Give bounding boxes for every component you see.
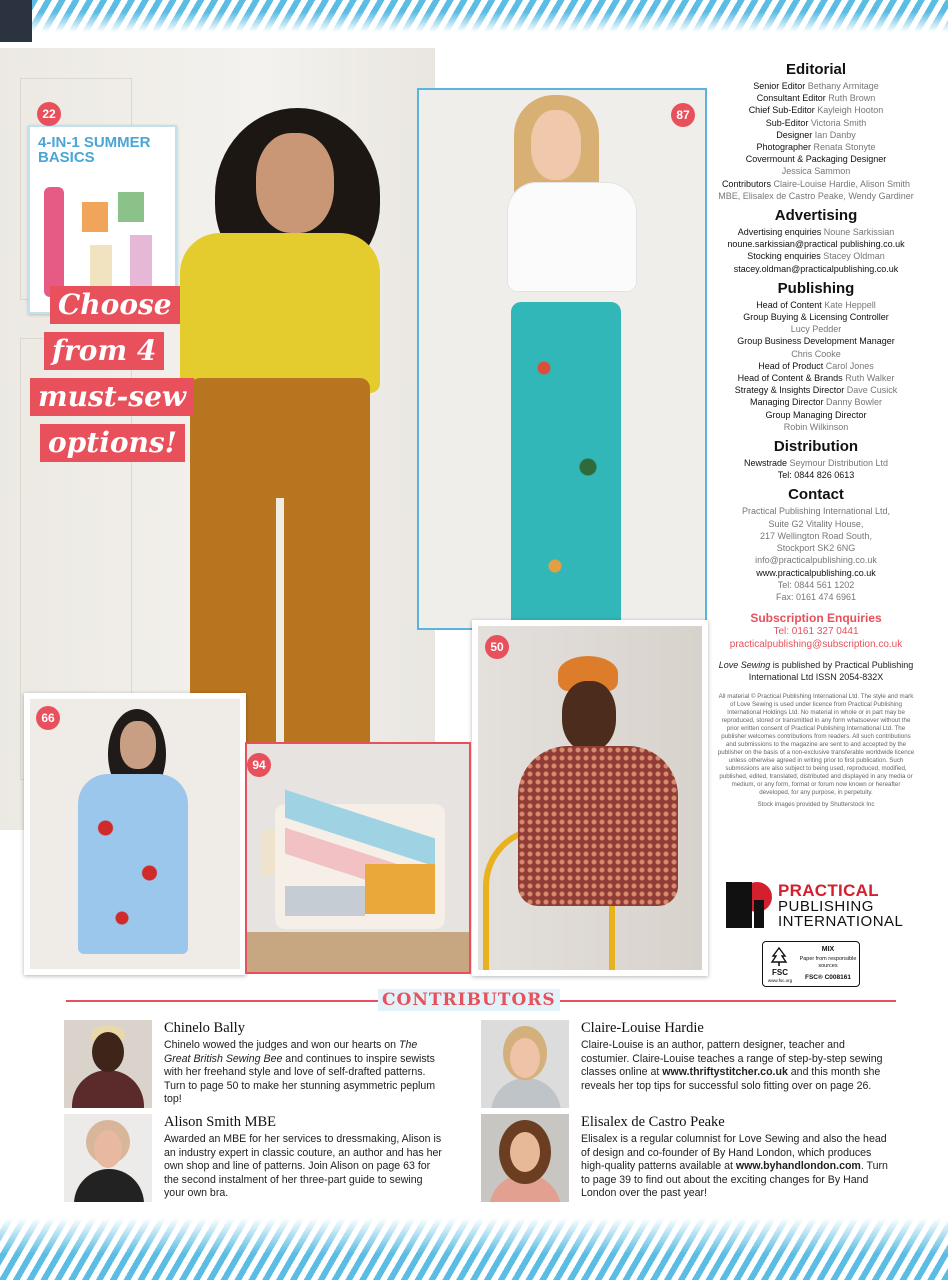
garment-sketch — [82, 202, 108, 232]
top-stripe-border — [0, 0, 948, 32]
subscription-section — [716, 611, 916, 651]
byhandlondon-link[interactable]: www.byhandlondon.com — [735, 1160, 861, 1173]
tassel — [261, 830, 275, 876]
subscription-tel: Tel: 0161 327 0441 — [773, 626, 859, 638]
contributor-bio: Elisalex is a regular columnist for Love Sewing and also the head of design and co-founder of By Hand London, which produces high-quality patterns available at www.byhandlondon.com. Turn to page 39 to find out about the exciting changes for By Hand London over the past year! — [581, 1133, 888, 1200]
contributor-avatar — [64, 1020, 152, 1108]
contributor-avatar — [481, 1020, 569, 1108]
garment-sketch — [130, 235, 152, 287]
subscription-heading: Subscription Enquiries — [750, 611, 882, 626]
photo-floral-robe — [24, 693, 246, 975]
advertising-email-link[interactable]: noune.sarkissian@practical publishing.co.uk — [727, 239, 905, 250]
yellow-top — [180, 233, 380, 393]
callout-line: must-sew — [30, 378, 194, 416]
contributor-avatar — [481, 1114, 569, 1202]
photo-peplum-top — [472, 620, 708, 976]
contributors-heading: CONTRIBUTORS — [378, 989, 560, 1011]
floral-skirt — [511, 302, 621, 630]
fsc-tree-icon — [769, 947, 789, 967]
contact-heading: Contact — [788, 486, 844, 504]
pp-logo-mark — [726, 882, 772, 928]
distribution-heading: Distribution — [773, 438, 859, 456]
publishing-section: Publishing Head of Content Kate Heppell Group Buying & Licensing Controller Lucy Pedder Group Business Development Manager Chris Cooke Head of Product Carol Jones Head of Content & Brands Ruth Walker Strategy & Insights Director Dave Cusick Managing Director Danny Bowler Group Managing Director Robin Wilkinson — [716, 279, 916, 433]
page-badge-94: 94 — [247, 753, 271, 777]
contributor-name: Chinelo Bally — [164, 1020, 245, 1036]
contributor-name: Elisalex de Castro Peake — [581, 1114, 725, 1130]
patchwork-pouch — [275, 804, 445, 929]
contributor-name: Alison Smith MBE — [164, 1114, 276, 1130]
publishing-heading: Publishing — [777, 279, 855, 297]
callout-line: options! — [40, 424, 185, 462]
photo-floral-skirt — [417, 88, 707, 630]
contact-website-link[interactable]: www.practicalpublishing.co.uk — [756, 567, 876, 578]
page-badge-66: 66 — [36, 706, 60, 730]
page-badge-22: 22 — [37, 102, 61, 126]
callout-line: Choose — [50, 286, 180, 324]
floral-robe — [78, 774, 188, 954]
peplum-top — [518, 746, 678, 906]
table-surface — [247, 932, 469, 972]
fsc-mix-badge: FSC www.fsc.org MIX Paper from responsible sources FSC® C008161 — [762, 941, 860, 987]
model-face — [120, 721, 156, 769]
contributor-bio: Claire-Louise is an author, pattern designer, teacher and costumier. Claire-Louise teaches a range of step-by-step sewing classes online at www.thriftystitcher.co.uk and this month she reveals her top tips for successful solo fitting over on page 26. — [581, 1039, 883, 1092]
practical-publishing-logo: PRACTICAL PUBLISHING INTERNATIONAL — [726, 882, 906, 932]
contact-section: Contact Practical Publishing International Ltd, Suite G2 Vitality House, 217 Wellington Road South, Stockport SK2 6NG info@practicalpublishing.co.uk www.practicalpublishing.co.uk Tel: 0844 561 1202 Fax: 0161 474 6961 — [716, 485, 916, 603]
subscription-email-link[interactable]: practicalpublishing@subscription.co.uk — [729, 638, 903, 650]
garment-sketch — [90, 245, 112, 287]
published-by-statement: Love Sewing is published by Practical Publishing International Ltd ISSN 2054-832X — [718, 660, 914, 683]
contributor-name: Claire-Louise Hardie — [581, 1020, 704, 1036]
contact-email-link[interactable]: info@practicalpublishing.co.uk — [755, 555, 877, 566]
legal-notice: All material © Practical Publishing International Ltd. The style and mark of Love Sewing is used under licence from Practical Publishing International Holdings Ltd. No material in whole or in part may be reproduced, stored or transmitted in any form whatsoever without the prior written consent of Practical Publishing International Ltd. The publisher welcomes contributions from readers. All such contributions and submissions to the magazine are sent to and accepted by the publisher on the basis of a non-exclusive transferable worldwide licence unless otherwise agreed in writing prior to first publication. Such submissions are also subject to being used, reproduced, modified, published, edited, translated, distributed and displayed in any media or medium, or any form, format or forum now known or hereafter developed, for any purpose, in perpetuity. Stock images provided by Shutterstock Inc — [717, 693, 915, 809]
photo-patchwork-pouch — [245, 742, 471, 974]
contributor-bio: Chinelo wowed the judges and won our hearts on The Great British Sewing Bee and continues to inspire sewists with her freehand style and love of self-drafted patterns. Turn to page 50 to make her stunning asymmetric peplum top! — [164, 1039, 436, 1106]
illustration-figure — [44, 187, 64, 297]
garment-sketch — [118, 192, 144, 222]
white-top — [507, 182, 637, 292]
model-face — [531, 110, 581, 180]
page-badge-87: 87 — [671, 103, 695, 127]
contributor-avatar — [64, 1114, 152, 1202]
editorial-section: Editorial Senior Editor Bethany Armitage Consultant Editor Ruth Brown Chief Sub-Editor Kayleigh Hooton Sub-Editor Victoria Smith Designer Ian Danby Photographer Renata Stonyte Covermount & Packaging Designer Jessica Sammon Contributors Claire-Louise Hardie, Alison Smith MBE, Elisalex de Castro Peake, Wendy Gardiner — [716, 60, 916, 202]
corner-block — [0, 0, 32, 42]
editorial-heading: Editorial — [785, 61, 846, 78]
distribution-section: Distribution Newstrade Seymour Distribution Ltd Tel: 0844 826 0613 — [716, 437, 916, 481]
bottom-stripe-border — [0, 1218, 948, 1280]
model-face — [256, 133, 334, 233]
contributor-bio: Awarded an MBE for her services to dressmaking, Alison is an industry expert in classic couture, an author and has her own shop and line of patterns. Join Alison on page 63 for the second instalment of her three-part guide to sewing your own bra. — [164, 1133, 442, 1200]
thriftystitcher-link[interactable]: www.thriftystitcher.co.uk — [662, 1066, 788, 1079]
thumbnail-title: 4-IN-1 SUMMER BASICS — [38, 134, 151, 166]
model-face — [562, 681, 616, 751]
stocking-email-link[interactable]: stacey.oldman@practicalpublishing.co.uk — [733, 263, 899, 274]
callout-line: from 4 — [44, 332, 164, 370]
advertising-heading: Advertising — [774, 207, 858, 225]
page-badge-50: 50 — [485, 635, 509, 659]
masthead-column — [716, 60, 916, 809]
advertising-section: Advertising Advertising enquiries Noune Sarkissian noune.sarkissian@practical publishing.co.uk Stocking enquiries Stacey Oldman stacey.oldman@practicalpublishing.co.uk — [716, 206, 916, 275]
